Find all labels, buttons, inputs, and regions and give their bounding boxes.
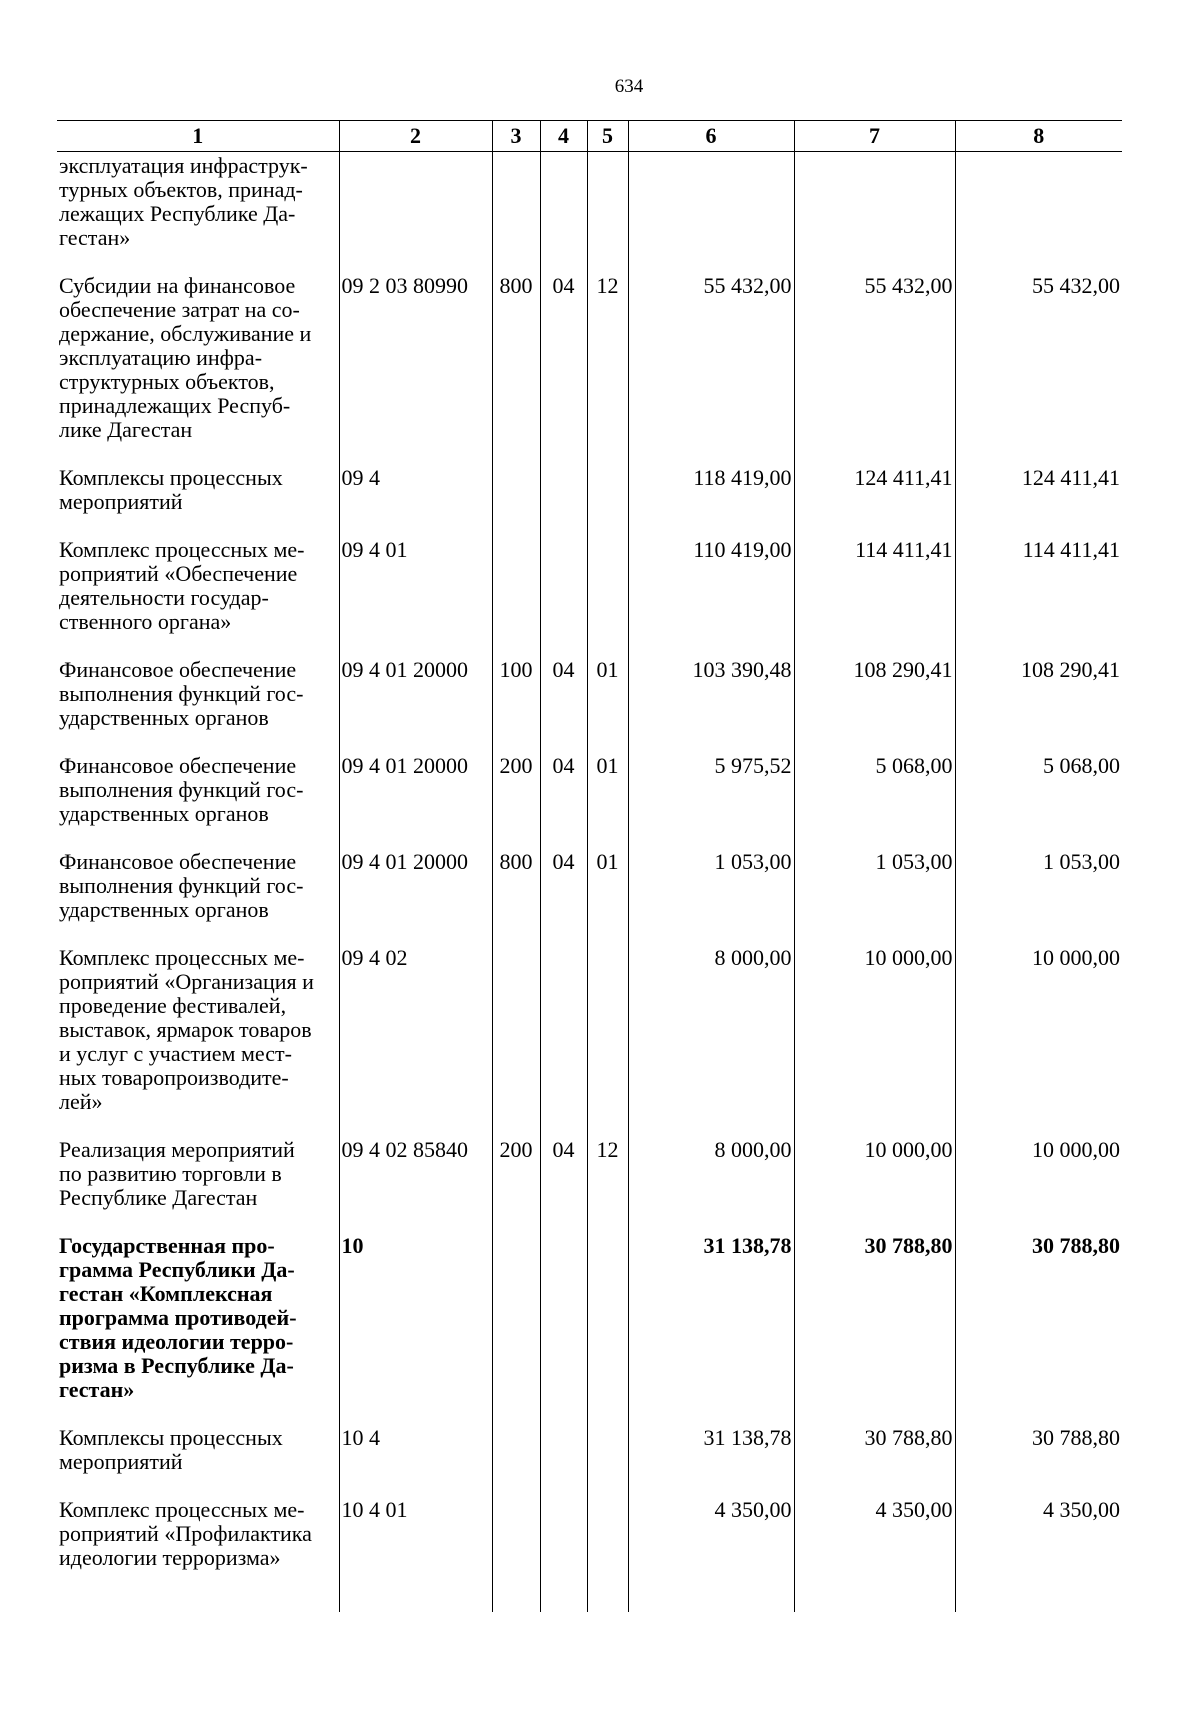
row-name-line: ственного органа» xyxy=(59,609,232,634)
row-value-6: 55 432,00 xyxy=(628,262,794,454)
row-col-4: 04 xyxy=(540,742,587,838)
row-name-line: лежащих Республике Да- xyxy=(59,201,296,226)
row-col-5 xyxy=(587,934,628,1126)
row-col-3 xyxy=(492,454,540,526)
row-code: 10 4 01 xyxy=(339,1486,492,1582)
row-name-line: Комплекс процессных ме- xyxy=(59,1497,305,1522)
table-row xyxy=(57,742,1122,838)
row-name xyxy=(57,454,339,526)
row-value-8: 5 068,00 xyxy=(955,742,1122,838)
row-name-line: ударственных органов xyxy=(59,801,269,826)
header-col-4: 4 xyxy=(540,121,587,152)
row-value-7: 30 788,80 xyxy=(794,1222,955,1414)
row-name-line: турных объектов, принад- xyxy=(59,177,303,202)
row-name xyxy=(57,646,339,742)
row-name xyxy=(57,1126,339,1222)
row-name-line: Государственная про- xyxy=(59,1233,275,1258)
row-value-6: 31 138,78 xyxy=(628,1414,794,1486)
page-number: 634 xyxy=(614,76,644,97)
row-name-line: роприятий «Обеспечение xyxy=(59,561,298,586)
row-col-4: 04 xyxy=(540,262,587,454)
row-col-3: 100 xyxy=(492,646,540,742)
row-col-4 xyxy=(540,934,587,1126)
empty-cell xyxy=(339,1582,492,1612)
header-row xyxy=(57,121,1122,152)
row-value-7: 10 000,00 xyxy=(794,1126,955,1222)
row-name-line: выполнения функций гос- xyxy=(59,873,304,898)
row-value-8: 124 411,41 xyxy=(955,454,1122,526)
row-value-8: 114 411,41 xyxy=(955,526,1122,646)
empty-cell xyxy=(492,1582,540,1612)
row-value-8: 1 053,00 xyxy=(955,838,1122,934)
row-value-6: 31 138,78 xyxy=(628,1222,794,1414)
row-col-3 xyxy=(492,152,540,263)
table-row xyxy=(57,1414,1122,1486)
row-name-line: мероприятий xyxy=(59,1449,183,1474)
row-name xyxy=(57,1414,339,1486)
row-name-line: Реализация мероприятий xyxy=(59,1137,295,1162)
row-name-line: ударственных органов xyxy=(59,705,269,730)
row-col-4 xyxy=(540,526,587,646)
empty-cell xyxy=(955,1582,1122,1612)
row-col-5: 01 xyxy=(587,742,628,838)
row-name xyxy=(57,1222,339,1414)
row-value-6: 8 000,00 xyxy=(628,1126,794,1222)
row-col-4: 04 xyxy=(540,838,587,934)
header-col-5: 5 xyxy=(587,121,628,152)
row-name xyxy=(57,526,339,646)
row-name-line: проведение фестивалей, xyxy=(59,993,287,1018)
row-name-line: лей» xyxy=(59,1089,103,1114)
row-code: 09 4 01 xyxy=(339,526,492,646)
row-code: 09 4 01 20000 xyxy=(339,742,492,838)
row-name-line: лике Дагестан xyxy=(59,417,193,442)
row-value-8: 30 788,80 xyxy=(955,1414,1122,1486)
row-value-6 xyxy=(628,152,794,263)
row-col-3 xyxy=(492,1414,540,1486)
row-name-line: принадлежащих Респуб- xyxy=(59,393,291,418)
row-name-line: ударственных органов xyxy=(59,897,269,922)
row-name-line: структурных объектов, xyxy=(59,369,275,394)
row-name-line: и услуг с участием мест- xyxy=(59,1041,292,1066)
row-code: 10 4 xyxy=(339,1414,492,1486)
row-col-3: 200 xyxy=(492,742,540,838)
row-col-5: 12 xyxy=(587,262,628,454)
row-name-line: роприятий «Профилактика xyxy=(59,1521,312,1546)
row-value-8: 55 432,00 xyxy=(955,262,1122,454)
table-row xyxy=(57,152,1122,263)
empty-cell xyxy=(57,1582,339,1612)
row-value-8: 10 000,00 xyxy=(955,1126,1122,1222)
row-name-line: роприятий «Организация и xyxy=(59,969,314,994)
row-col-5: 01 xyxy=(587,838,628,934)
row-code: 09 4 02 xyxy=(339,934,492,1126)
row-name-line: программа противодей- xyxy=(59,1305,297,1330)
row-name-line: гестан «Комплексная xyxy=(59,1281,273,1306)
header-col-8: 8 xyxy=(955,121,1122,152)
row-value-7: 114 411,41 xyxy=(794,526,955,646)
row-col-3 xyxy=(492,1222,540,1414)
row-name-line: грамма Республики Да- xyxy=(59,1257,295,1282)
row-name-line: Комплексы процессных xyxy=(59,465,283,490)
row-name-line: ных товаропроизводите- xyxy=(59,1065,289,1090)
row-value-8: 30 788,80 xyxy=(955,1222,1122,1414)
row-name-line: эксплуатация инфраструк- xyxy=(59,153,308,178)
row-value-6: 4 350,00 xyxy=(628,1486,794,1582)
row-name-line: гестан» xyxy=(59,225,131,250)
row-name xyxy=(57,152,339,263)
row-name-line: Субсидии на финансовое xyxy=(59,273,296,298)
table-row xyxy=(57,1222,1122,1414)
row-value-7: 124 411,41 xyxy=(794,454,955,526)
row-name-line: мероприятий xyxy=(59,489,183,514)
row-col-5 xyxy=(587,152,628,263)
header-col-6: 6 xyxy=(628,121,794,152)
row-code: 10 xyxy=(339,1222,492,1414)
row-value-6: 8 000,00 xyxy=(628,934,794,1126)
row-name-line: держание, обслуживание и xyxy=(59,321,312,346)
header-col-1: 1 xyxy=(57,121,339,152)
row-col-4 xyxy=(540,152,587,263)
row-col-5 xyxy=(587,454,628,526)
row-value-7: 108 290,41 xyxy=(794,646,955,742)
row-value-6: 103 390,48 xyxy=(628,646,794,742)
row-code: 09 4 02 85840 xyxy=(339,1126,492,1222)
table-row xyxy=(57,1126,1122,1222)
row-name-line: обеспечение затрат на со- xyxy=(59,297,300,322)
row-name-line: Финансовое обеспечение xyxy=(59,849,297,874)
row-value-7: 55 432,00 xyxy=(794,262,955,454)
row-name-line: Комплекс процессных ме- xyxy=(59,537,305,562)
row-name xyxy=(57,742,339,838)
row-name-line: Республике Дагестан xyxy=(59,1185,258,1210)
row-value-6: 1 053,00 xyxy=(628,838,794,934)
row-value-8 xyxy=(955,152,1122,263)
row-col-5: 01 xyxy=(587,646,628,742)
empty-cell xyxy=(540,1582,587,1612)
row-value-7: 4 350,00 xyxy=(794,1486,955,1582)
header-col-3: 3 xyxy=(492,121,540,152)
row-col-3 xyxy=(492,1486,540,1582)
row-value-7: 30 788,80 xyxy=(794,1414,955,1486)
row-col-4 xyxy=(540,1222,587,1414)
row-name-line: выполнения функций гос- xyxy=(59,681,304,706)
row-value-7: 10 000,00 xyxy=(794,934,955,1126)
row-name xyxy=(57,262,339,454)
row-name xyxy=(57,1486,339,1582)
row-col-4: 04 xyxy=(540,1126,587,1222)
row-name-line: выставок, ярмарок товаров xyxy=(59,1017,312,1042)
table-row xyxy=(57,934,1122,1126)
row-value-6: 5 975,52 xyxy=(628,742,794,838)
table-row xyxy=(57,526,1122,646)
header-col-7: 7 xyxy=(794,121,955,152)
empty-cell xyxy=(794,1582,955,1612)
row-col-5: 12 xyxy=(587,1126,628,1222)
row-name-line: Финансовое обеспечение xyxy=(59,657,297,682)
row-value-7 xyxy=(794,152,955,263)
table-row xyxy=(57,1486,1122,1582)
row-col-5 xyxy=(587,1414,628,1486)
row-col-3: 800 xyxy=(492,262,540,454)
row-value-8: 4 350,00 xyxy=(955,1486,1122,1582)
row-col-5 xyxy=(587,1222,628,1414)
row-name-line: Финансовое обеспечение xyxy=(59,753,297,778)
row-col-3 xyxy=(492,934,540,1126)
header-col-2: 2 xyxy=(339,121,492,152)
table-row xyxy=(57,454,1122,526)
row-name-line: гестан» xyxy=(59,1377,135,1402)
row-name-line: Комплекс процессных ме- xyxy=(59,945,305,970)
row-name-line: ствия идеологии терро- xyxy=(59,1329,294,1354)
budget-table xyxy=(57,120,1122,1612)
row-col-5 xyxy=(587,526,628,646)
row-col-5 xyxy=(587,1486,628,1582)
row-value-6: 118 419,00 xyxy=(628,454,794,526)
row-name xyxy=(57,838,339,934)
row-name-line: выполнения функций гос- xyxy=(59,777,304,802)
row-col-4 xyxy=(540,1414,587,1486)
row-name-line: ризма в Республике Да- xyxy=(59,1353,294,1378)
table-row xyxy=(57,838,1122,934)
row-value-8: 10 000,00 xyxy=(955,934,1122,1126)
row-name-line: по развитию торговли в xyxy=(59,1161,282,1186)
row-code: 09 2 03 80990 xyxy=(339,262,492,454)
row-code: 09 4 01 20000 xyxy=(339,838,492,934)
row-name xyxy=(57,934,339,1126)
row-code: 09 4 xyxy=(339,454,492,526)
row-col-4 xyxy=(540,1486,587,1582)
empty-cell xyxy=(587,1582,628,1612)
row-col-4: 04 xyxy=(540,646,587,742)
empty-cell xyxy=(628,1582,794,1612)
row-col-3 xyxy=(492,526,540,646)
row-value-7: 1 053,00 xyxy=(794,838,955,934)
row-value-6: 110 419,00 xyxy=(628,526,794,646)
row-code xyxy=(339,152,492,263)
row-col-3: 200 xyxy=(492,1126,540,1222)
row-value-8: 108 290,41 xyxy=(955,646,1122,742)
row-value-7: 5 068,00 xyxy=(794,742,955,838)
row-code: 09 4 01 20000 xyxy=(339,646,492,742)
row-name-line: Комплексы процессных xyxy=(59,1425,283,1450)
row-name-line: эксплуатацию инфра- xyxy=(59,345,263,370)
row-name-line: деятельности государ- xyxy=(59,585,269,610)
row-col-3: 800 xyxy=(492,838,540,934)
row-name-line: идеологии терроризма» xyxy=(59,1545,281,1570)
table-row xyxy=(57,646,1122,742)
row-col-4 xyxy=(540,454,587,526)
table-continuation xyxy=(57,1582,1122,1612)
table-row xyxy=(57,262,1122,454)
